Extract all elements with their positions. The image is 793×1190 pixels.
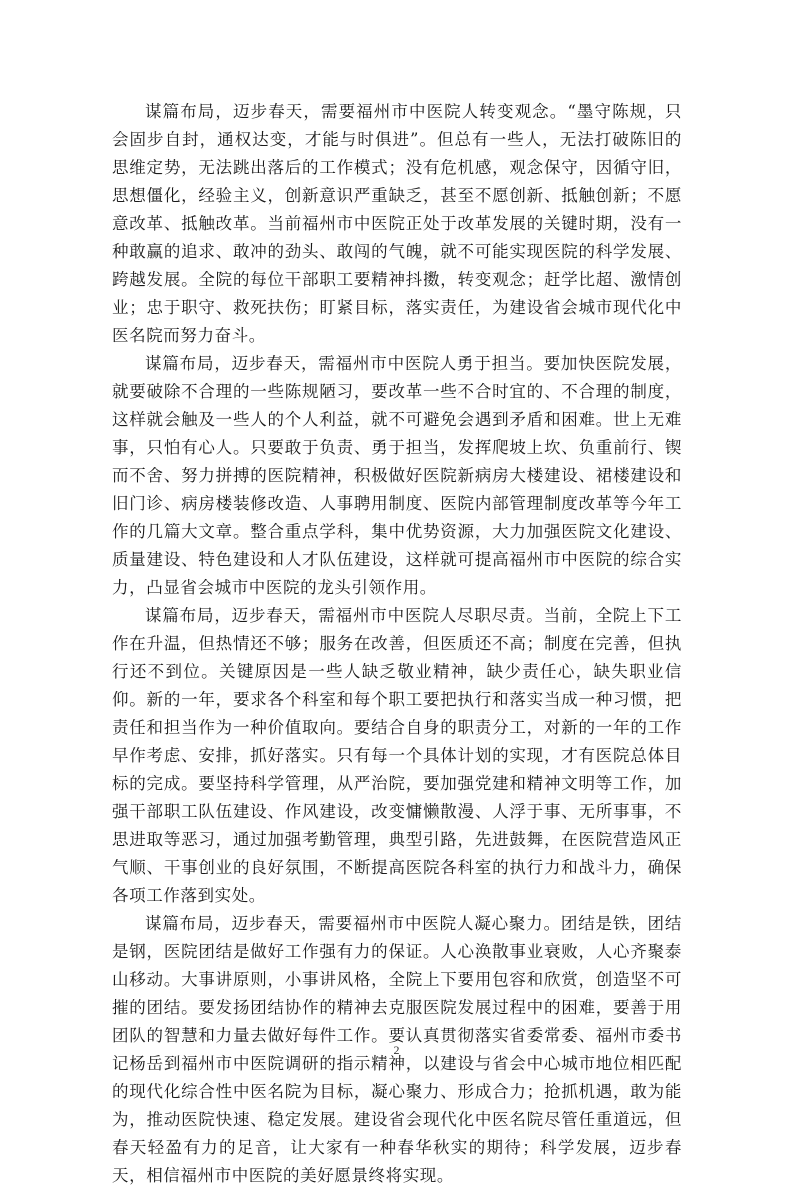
paragraph-2: 谋篇布局，迈步春天，需福州市中医院人勇于担当。要加快医院发展，就要破除不合理的一些陈规陋习，要改革一些不合时宜的、不合理的制度，这样就会触及一些人的个人利益，就不可避免会遇到矛盾和困难。世上无难事，只怕有心人。只要敢于负责、勇于担当，发挥爬坡上坎、负重前行、锲而不舍、努力拼搏的医院精神，积极做好医院新病房大楼建设、裙楼建设和旧门诊、病房楼装修改造、人事聘用制度、医院内部管理制度改革等今年工作的几篇大文章。整合重点学科，集中优势资源，大力加强医院文化建设、质量建设、特色建设和人才队伍建设，这样就可提高福州市中医院的综合实力，凸显省会城市中医院的龙头引领作用。 <box>112 354 682 597</box>
document-body <box>112 98 682 1190</box>
paragraph-1: 谋篇布局，迈步春天，需要福州市中医院人转变观念。“墨守陈规，只会固步自封，通权达变，才能与时俱进”。但总有一些人，无法打破陈旧的思维定势，无法跳出落后的工作模式；没有危机感，观念保守，因循守旧，思想僵化，经验主义，创新意识严重缺乏，甚至不愿创新、抵触创新；不愿意改革、抵触改革。当前福州市中医院正处于改革发展的关键时期，没有一种敢赢的追求、敢冲的劲头、敢闯的气魄，就不可能实现医院的科学发展、跨越发展。全院的每位干部职工要精神抖擞，转变观念；赶学比超、激情创业；忠于职守、救死扶伤；盯紧目标，落实责任，为建设省会城市现代化中医名院而努力奋斗。 <box>112 102 682 345</box>
page-number: 2 <box>393 1043 400 1057</box>
paragraph-4: 谋篇布局，迈步春天，需要福州市中医院人凝心聚力。团结是铁，团结是钢，医院团结是做好工作强有力的保证。人心涣散事业衰败，人心齐聚泰山移动。大事讲原则，小事讲风格，全院上下要用包容和欣赏，创造坚不可摧的团结。要发扬团结协作的精神去克服医院发展过程中的困难，要善于用团队的智慧和力量去做好每件工作。要认真贯彻落实省委常委、福州市委书记杨岳到福州市中医院调研的指示精神，以建设与省会中心城市地位相匹配的现代化综合性中医名院为目标，凝心聚力、形成合力；抢抓机遇，敢为能为，推动医院快速、稳定发展。建设省会现代化中医名院尽管任重道远，但春天轻盈有力的足音，让大家有一种春华秋实的期待；科学发展，迈步春天，相信福州市中医院的美好愿景终将实现。 <box>112 914 682 1185</box>
paragraph-3: 谋篇布局，迈步春天，需福州市中医院人尽职尽责。当前，全院上下工作在升温，但热情还不够；服务在改善，但医质还不高；制度在完善，但执行还不到位。关键原因是一些人缺乏敬业精神，缺少责任心，缺失职业信仰。新的一年，要求各个科室和每个职工要把执行和落实当成一种习惯，把责任和担当作为一种价值取向。要结合自身的职责分工，对新的一年的工作早作考虑、安排，抓好落实。只有每一个具体计划的实现，才有医院总体目标的完成。要坚持科学管理，从严治院，要加强党建和精神文明等工作，加强干部职工队伍建设、作风建设，改变慵懒散漫、人浮于事、无所事事，不思进取等恶习，通过加强考勤管理，典型引路，先进鼓舞，在医院营造风正气顺、干事创业的良好氛围，不断提高医院各科室的执行力和战斗力，确保各项工作落到实处。 <box>112 606 682 905</box>
